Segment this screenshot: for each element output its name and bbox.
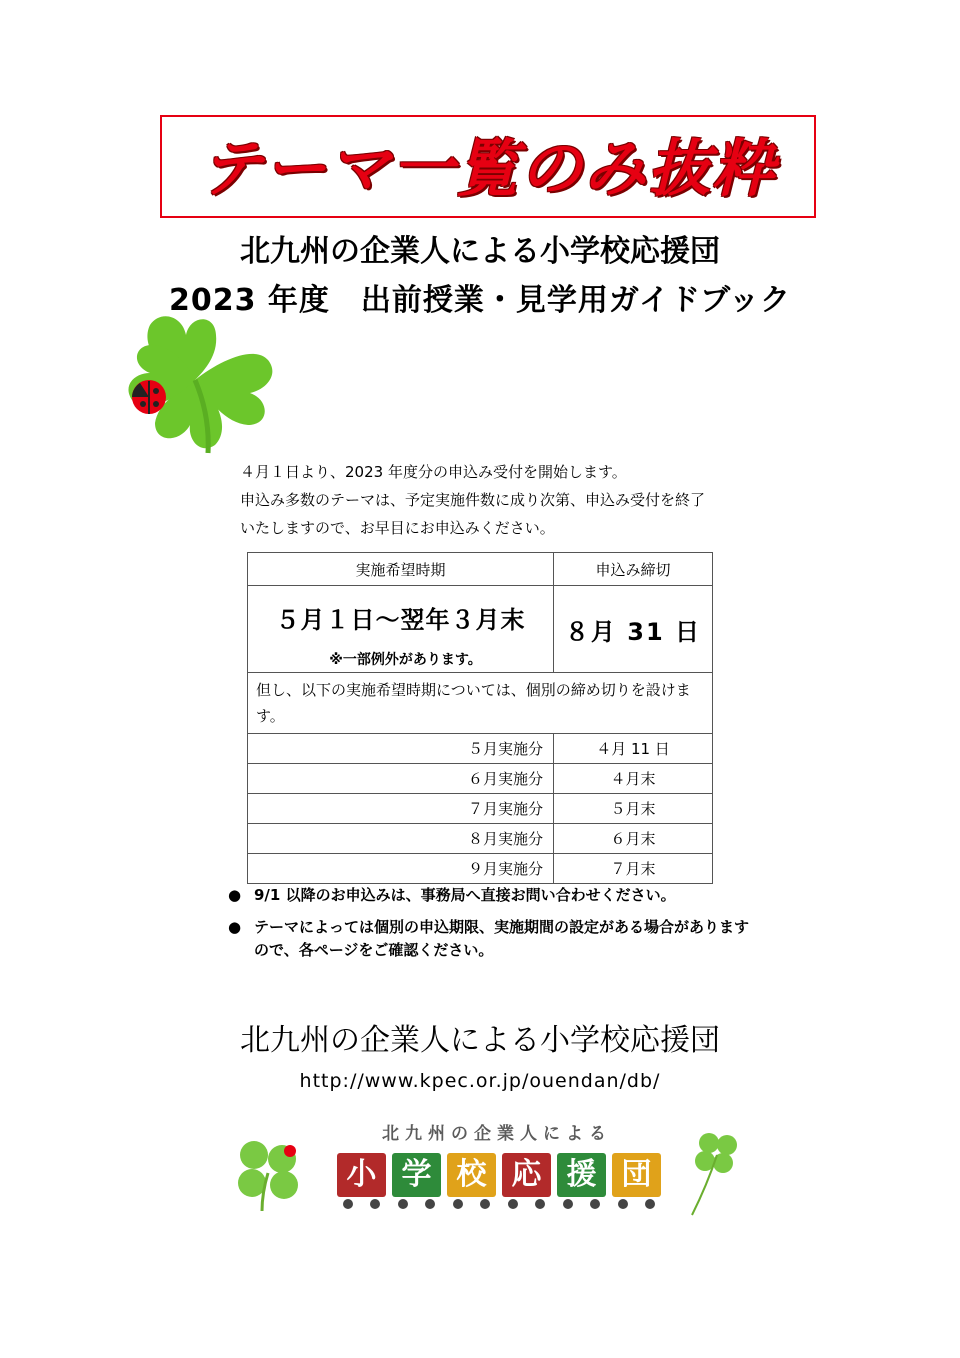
banner-title: テーマ一覧のみ抜粋 [199, 132, 776, 205]
intro-line: 申込み多数のテーマは、予定実施件数に成り次第、申込み受付を終了 [240, 491, 706, 509]
logo-car [612, 1153, 661, 1199]
extract-banner [160, 115, 816, 218]
logo-car-char: 学 [392, 1153, 441, 1197]
table-row [248, 854, 713, 884]
main-deadline: ８月 31 日 [554, 586, 713, 673]
page-subtitle: 2023 年度 出前授業・見学用ガイドブック [168, 283, 792, 318]
row-period: ８月実施分 [248, 824, 554, 854]
bullet-icon: ● [228, 918, 242, 936]
row-deadline: ７月末 [554, 854, 713, 884]
row-deadline: ６月末 [554, 824, 713, 854]
schedule-table [247, 552, 713, 884]
row-deadline: ４月末 [554, 764, 713, 794]
table-row [248, 824, 713, 854]
logo-subtitle: 北九州の企業人による [382, 1124, 612, 1144]
row-period: ９月実施分 [248, 854, 554, 884]
four-leaf-clover-icon [120, 305, 280, 455]
main-period-cell [248, 586, 554, 673]
logo-car [447, 1153, 496, 1199]
logo-train [337, 1153, 667, 1213]
table-row [248, 764, 713, 794]
small-clover-icon [232, 1133, 307, 1213]
notes-list [228, 884, 788, 971]
footer-url-link[interactable]: http://www.kpec.or.jp/ouendan/db/ [299, 1070, 661, 1092]
intro-text [240, 458, 780, 542]
table-row-main [248, 586, 713, 673]
logo-car [337, 1153, 386, 1199]
row-period: ７月実施分 [248, 794, 554, 824]
table-row [248, 794, 713, 824]
header-deadline: 申込み締切 [554, 553, 713, 586]
table-header-row [248, 553, 713, 586]
header-period: 実施希望時期 [248, 553, 554, 586]
exception-note: 但し、以下の実施希望時期については、個別の締め切りを設けます。 [248, 673, 713, 734]
logo-car-char: 援 [557, 1153, 606, 1197]
logo-car-char: 団 [612, 1153, 661, 1197]
logo-car-char: 校 [447, 1153, 496, 1197]
row-period: ５月実施分 [248, 734, 554, 764]
table-row-note [248, 673, 713, 734]
small-clover-icon [687, 1125, 747, 1217]
main-period: ５月１日～翌年３月末 [275, 606, 526, 634]
bullet-text: テーマによっては個別の申込期限、実施期間の設定がある場合がありますので、各ページをご確認ください。 [254, 918, 750, 959]
ladybug-icon [284, 1145, 296, 1157]
intro-line: ４月１日より、2023 年度分の申込み受付を開始します。 [240, 463, 627, 481]
list-item [228, 916, 788, 962]
bullet-icon: ● [228, 886, 242, 904]
logo-car [502, 1153, 551, 1199]
row-deadline: ４月 11 日 [554, 734, 713, 764]
row-deadline: ５月末 [554, 794, 713, 824]
intro-line: いたしますので、お早目にお申込みください。 [240, 519, 555, 537]
logo-car-char: 小 [337, 1153, 386, 1197]
main-period-note: ※一部例外があります。 [329, 652, 482, 668]
table-row [248, 734, 713, 764]
logo [232, 1115, 744, 1220]
footer-organization: 北九州の企業人による小学校応援団 [240, 1023, 720, 1058]
logo-car [392, 1153, 441, 1199]
bullet-text: 9/1 以降のお申込みは、事務局へ直接お問い合わせください。 [254, 886, 676, 904]
row-period: ６月実施分 [248, 764, 554, 794]
list-item [228, 884, 788, 907]
ladybug-icon [132, 380, 166, 414]
logo-car-char: 応 [502, 1153, 551, 1197]
page-title: 北九州の企業人による小学校応援団 [240, 234, 720, 269]
logo-car [557, 1153, 606, 1199]
